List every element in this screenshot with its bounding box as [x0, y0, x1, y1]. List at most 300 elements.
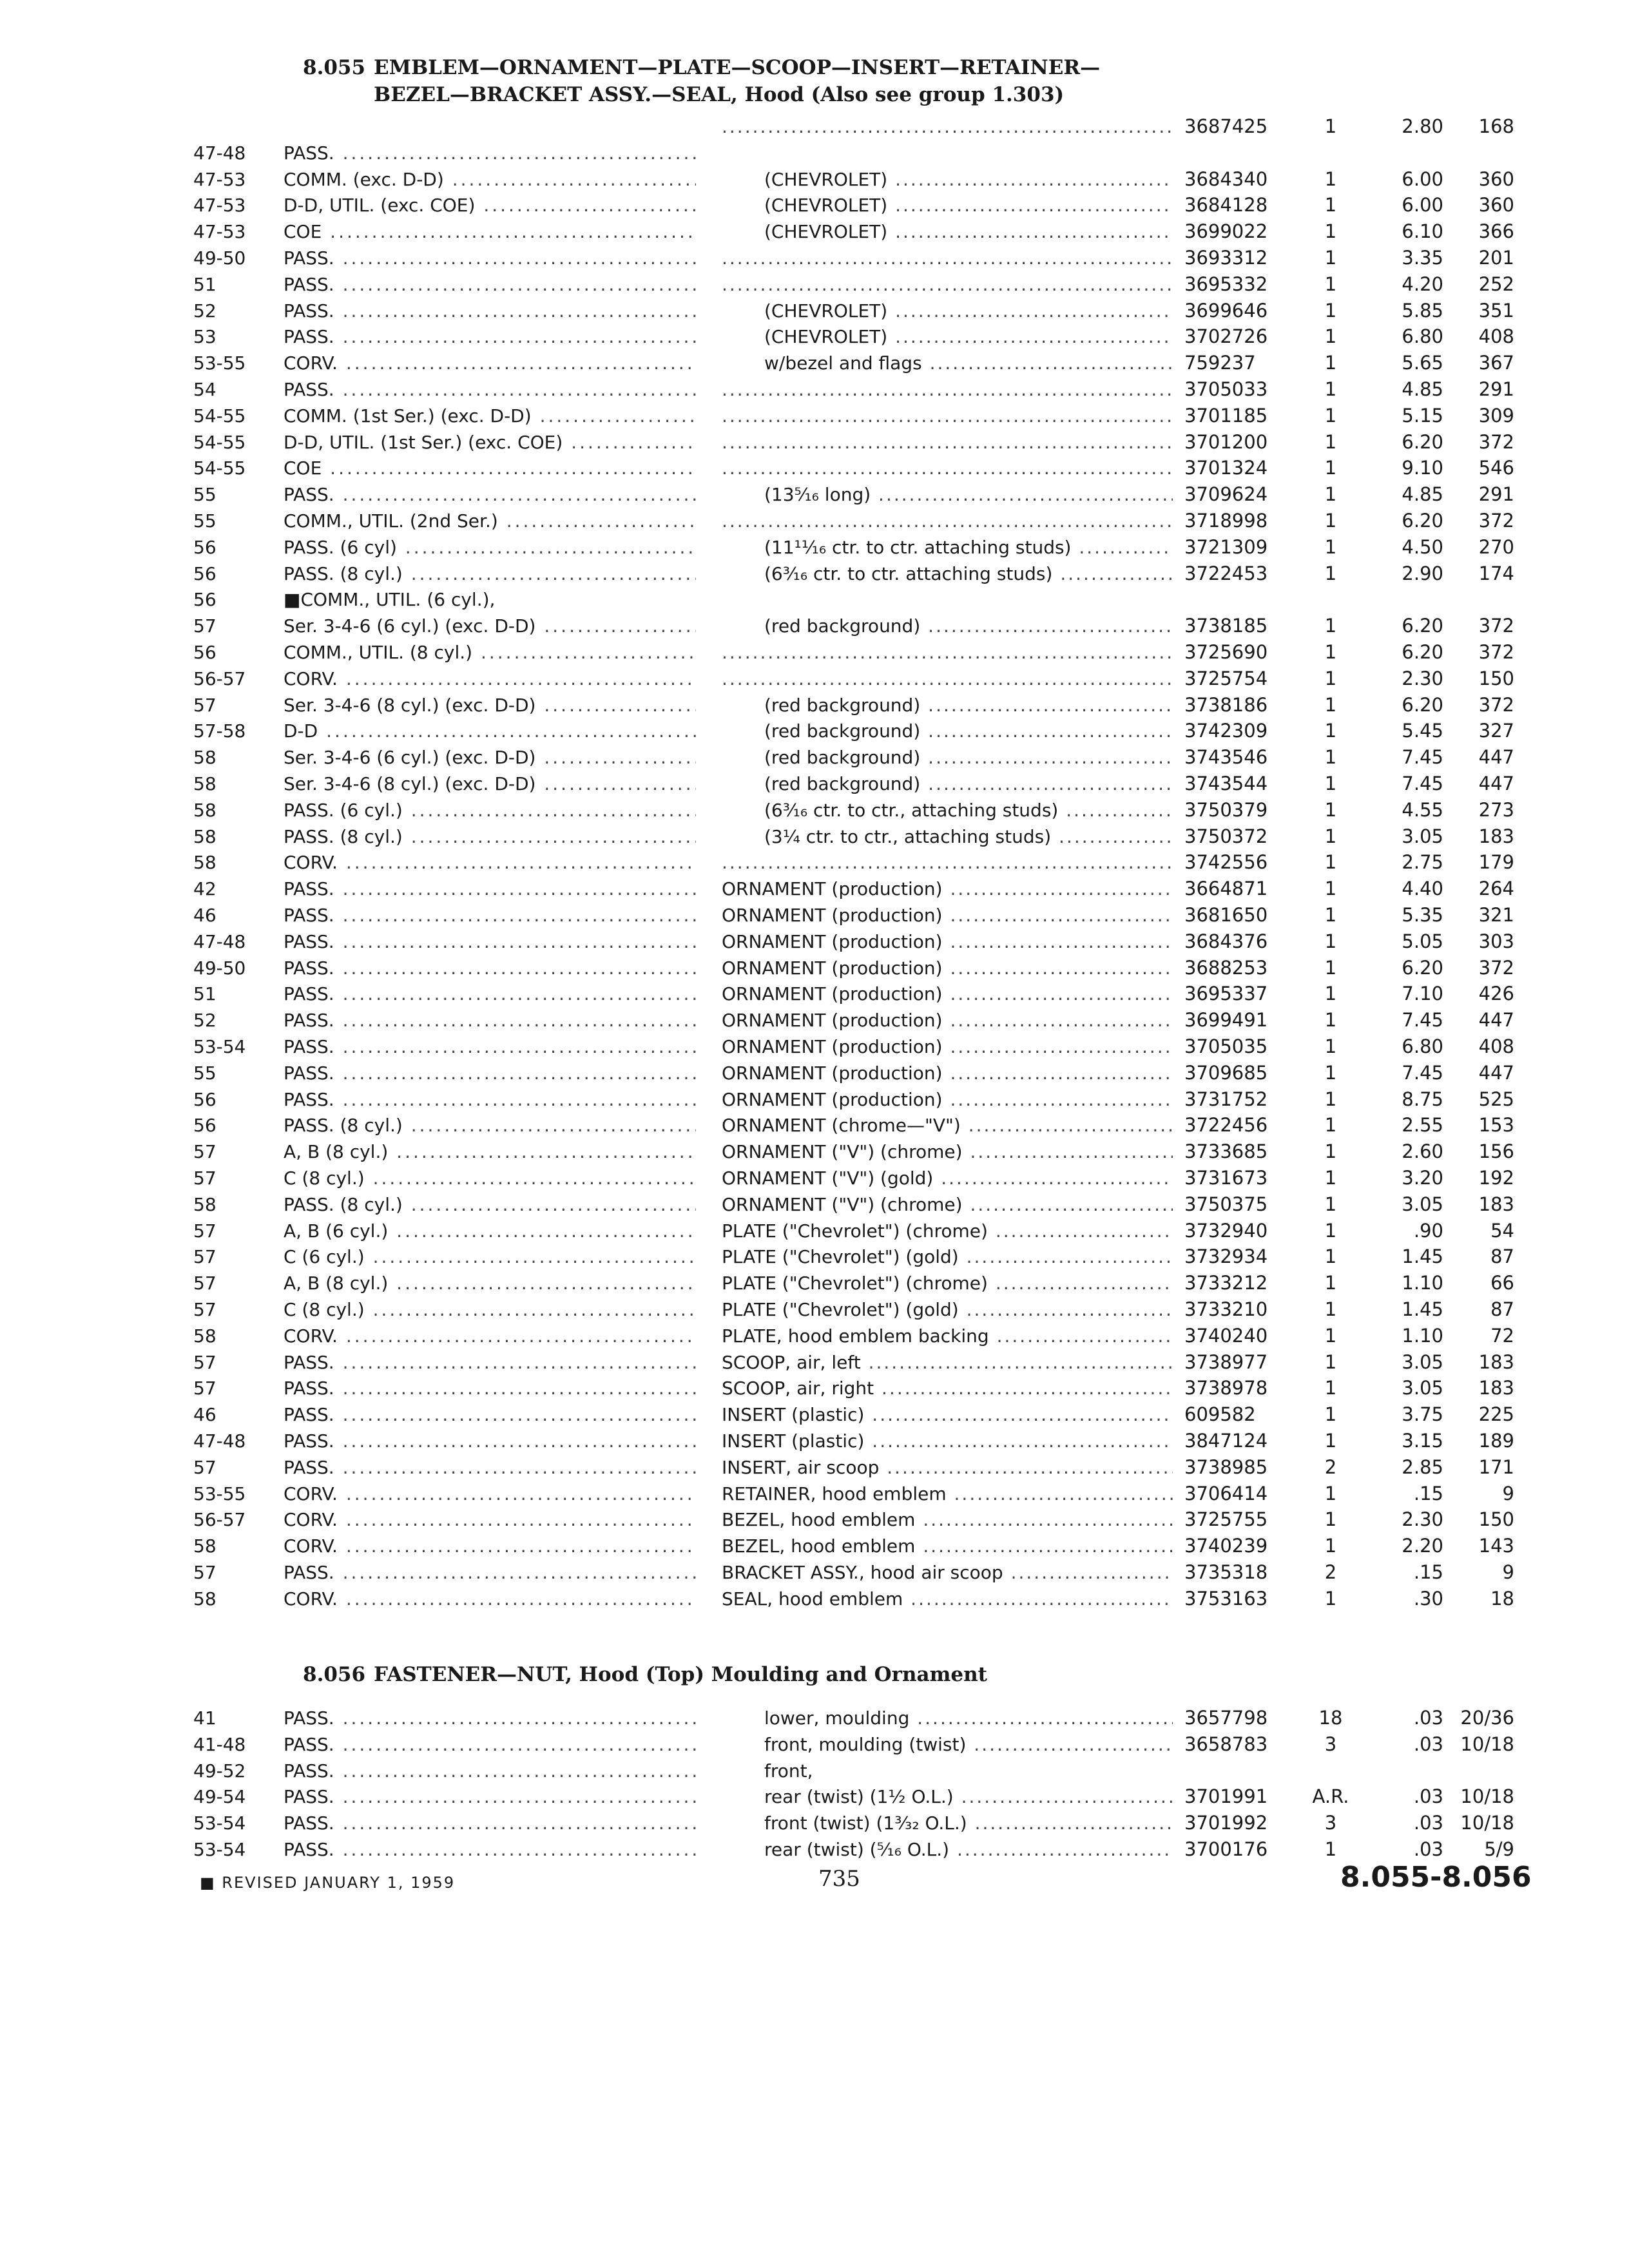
quantity-cell: 1 — [1324, 720, 1337, 742]
table-row — [0, 1731, 1629, 1758]
year-cell: 57 — [193, 1351, 217, 1373]
description-cell: ORNAMENT (production) ..... — [722, 1086, 1173, 1113]
year-cell: 56 — [193, 562, 217, 584]
model-cell: PASS. ..... — [284, 1401, 696, 1428]
year-cell: 41-48 — [193, 1733, 246, 1755]
price-cell: 3.05 — [1402, 1377, 1443, 1399]
model-cell: PASS. (8 cyl.) ..... — [284, 823, 696, 850]
part-number-cell: 3684128 — [1184, 194, 1268, 216]
quantity-cell: 1 — [1324, 1114, 1337, 1137]
quantity-cell: 1 — [1324, 1219, 1337, 1242]
price-cell: 5.45 — [1402, 720, 1443, 742]
part-number-cell: 3706414 — [1184, 1482, 1268, 1504]
per-unit-cell: 150 — [1478, 667, 1514, 689]
model-cell: ■COMM., UTIL. (6 cyl.), — [284, 589, 496, 611]
description-cell: lower, moulding ..... — [764, 1705, 1173, 1731]
year-cell: 53-54 — [193, 1812, 246, 1834]
price-cell: 6.20 — [1402, 641, 1443, 663]
price-cell: 6.20 — [1402, 510, 1443, 532]
price-cell: 4.20 — [1402, 273, 1443, 295]
table-row — [0, 771, 1629, 797]
table-row — [0, 1218, 1629, 1244]
table-row — [0, 218, 1629, 245]
price-cell: 6.10 — [1402, 220, 1443, 243]
per-unit-cell: 291 — [1478, 483, 1514, 506]
year-cell: 49-54 — [193, 1786, 246, 1808]
part-number-cell: 3738186 — [1184, 693, 1268, 716]
per-unit-cell: 9 — [1502, 1482, 1514, 1504]
per-unit-cell: 183 — [1478, 825, 1514, 847]
description-cell: ORNAMENT ("V") (gold) ..... — [722, 1165, 1173, 1191]
per-unit-cell: 20/36 — [1460, 1707, 1514, 1729]
year-cell: 54-55 — [193, 457, 246, 479]
quantity-cell: 1 — [1324, 773, 1337, 794]
year-cell: 54-55 — [193, 405, 246, 427]
part-number-cell: 3733212 — [1184, 1272, 1268, 1294]
table-row — [0, 666, 1629, 692]
description-cell — [722, 403, 1173, 429]
part-number-cell: 3702726 — [1184, 325, 1268, 348]
section-title-line2: BEZEL—BRACKET ASSY.—SEAL, Hood (Also see group 1.303) — [374, 83, 1065, 106]
quantity-cell: 1 — [1324, 1061, 1337, 1084]
part-number-cell: 3733210 — [1184, 1298, 1268, 1320]
per-unit-cell: 183 — [1478, 1350, 1514, 1373]
model-cell: PASS. (6 cyl.) ..... — [284, 797, 696, 823]
description-cell: ORNAMENT (production) ..... — [722, 1007, 1173, 1033]
part-number-cell: 3699646 — [1184, 299, 1268, 322]
model-cell: PASS. ..... — [284, 323, 696, 350]
year-cell: 57 — [193, 1378, 217, 1399]
price-cell: 7.45 — [1402, 1009, 1443, 1032]
model-cell: PASS. ..... — [284, 1731, 696, 1758]
price-cell: 6.00 — [1402, 194, 1443, 216]
year-cell: 53-54 — [193, 1036, 246, 1057]
part-number-cell: 3701992 — [1184, 1812, 1268, 1834]
table-row — [0, 823, 1629, 850]
description-cell: ORNAMENT ("V") (chrome) ..... — [722, 1139, 1173, 1165]
part-number-cell: 3725755 — [1184, 1508, 1268, 1531]
price-cell: 9.10 — [1402, 457, 1443, 479]
per-unit-cell: 87 — [1490, 1245, 1514, 1268]
quantity-cell: 1 — [1324, 194, 1337, 216]
description-cell: (CHEVROLET) ..... — [764, 192, 1173, 218]
description-cell — [722, 429, 1173, 456]
model-cell: COMM. (1st Ser.) (exc. D-D) ..... — [284, 403, 696, 429]
model-cell: COE ..... — [284, 455, 696, 481]
table-row — [0, 1244, 1629, 1270]
per-unit-cell: 168 — [1478, 115, 1514, 137]
table-row — [0, 1296, 1629, 1323]
price-cell: 4.85 — [1402, 483, 1443, 506]
per-unit-cell: 366 — [1478, 220, 1514, 243]
price-cell: 3.75 — [1402, 1403, 1443, 1426]
per-unit-cell: 18 — [1490, 1587, 1514, 1610]
table-row — [0, 692, 1629, 718]
model-cell: PASS. ..... — [284, 376, 696, 403]
year-cell: 58 — [193, 799, 217, 821]
description-cell: PLATE ("Chevrolet") (chrome) ..... — [722, 1270, 1173, 1296]
table-row — [0, 1481, 1629, 1507]
description-cell — [722, 376, 1173, 403]
per-unit-cell: 372 — [1478, 615, 1514, 637]
part-number-cell: 3718998 — [1184, 510, 1268, 532]
year-cell: 57 — [193, 1168, 217, 1189]
price-cell: 6.00 — [1402, 168, 1443, 190]
part-number-cell: 3740240 — [1184, 1324, 1268, 1347]
year-cell: 47-48 — [193, 1430, 246, 1452]
table-row — [0, 1783, 1629, 1810]
per-unit-cell: 153 — [1478, 1114, 1514, 1137]
quantity-cell: 1 — [1324, 430, 1337, 453]
part-number-cell: 3738978 — [1184, 1377, 1268, 1399]
price-cell: 2.90 — [1402, 562, 1443, 584]
table-row — [0, 140, 1629, 166]
quantity-cell: 1 — [1324, 956, 1337, 979]
quantity-cell: 2 — [1324, 1456, 1337, 1478]
description-cell: (3¼ ctr. to ctr., attaching studs) ..... — [764, 823, 1173, 850]
per-unit-cell: 174 — [1478, 562, 1514, 584]
description-cell: rear (twist) (⁵⁄₁₆ O.L.) ..... — [764, 1836, 1173, 1863]
model-cell: PASS. ..... — [284, 1007, 696, 1033]
description-cell: BEZEL, hood emblem ..... — [722, 1533, 1173, 1559]
part-number-cell: 3657798 — [1184, 1707, 1268, 1729]
table-row — [0, 718, 1629, 744]
quantity-cell: 1 — [1324, 168, 1337, 190]
price-cell: 6.80 — [1402, 1035, 1443, 1057]
quantity-cell: 1 — [1324, 746, 1337, 769]
year-cell: 56 — [193, 1115, 217, 1137]
description-cell: (13⁵⁄₁₆ long) ..... — [764, 481, 1173, 508]
year-cell: 57 — [193, 1273, 217, 1294]
per-unit-cell: 10/18 — [1460, 1812, 1514, 1834]
model-cell: PASS. ..... — [284, 1783, 696, 1810]
per-unit-cell: 143 — [1478, 1535, 1514, 1557]
table-row — [0, 639, 1629, 666]
quantity-cell: 1 — [1324, 851, 1337, 874]
per-unit-cell: 447 — [1478, 746, 1514, 769]
year-cell: 55 — [193, 510, 217, 532]
quantity-cell: 18 — [1318, 1707, 1343, 1729]
year-cell: 52 — [193, 300, 217, 322]
model-cell: PASS. (6 cyl) ..... — [284, 534, 696, 561]
price-cell: 2.20 — [1402, 1535, 1443, 1557]
per-unit-cell: 156 — [1478, 1140, 1514, 1163]
per-unit-cell: 408 — [1478, 325, 1514, 348]
quantity-cell: 1 — [1324, 325, 1337, 348]
description-cell: INSERT, air scoop ..... — [722, 1454, 1173, 1481]
quantity-cell: 3 — [1324, 1812, 1337, 1834]
model-cell: PASS. ..... — [284, 271, 696, 298]
year-cell: 46 — [193, 1404, 217, 1426]
part-number-cell: 3725754 — [1184, 667, 1268, 689]
quantity-cell: 3 — [1324, 1733, 1337, 1755]
per-unit-cell: 372 — [1478, 430, 1514, 453]
quantity-cell: A.R. — [1312, 1785, 1349, 1808]
part-number-cell: 3750379 — [1184, 798, 1268, 821]
table-row — [0, 902, 1629, 928]
quantity-cell: 1 — [1324, 220, 1337, 243]
description-cell: BEZEL, hood emblem ..... — [722, 1506, 1173, 1533]
description-cell: (CHEVROLET) ..... — [764, 298, 1173, 324]
table-row — [0, 455, 1629, 481]
part-number-cell: 3658783 — [1184, 1733, 1268, 1755]
per-unit-cell: 10/18 — [1460, 1785, 1514, 1808]
per-unit-cell: 321 — [1478, 904, 1514, 926]
description-cell: w/bezel and flags ..... — [764, 350, 1173, 376]
model-cell: C (6 cyl.) ..... — [284, 1244, 696, 1270]
model-cell: C (8 cyl.) ..... — [284, 1165, 696, 1191]
description-cell: (CHEVROLET) ..... — [764, 166, 1173, 193]
description-cell: (red background) ..... — [764, 744, 1173, 771]
year-cell: 49-50 — [193, 957, 246, 979]
per-unit-cell: 225 — [1478, 1403, 1514, 1426]
description-cell: (red background) ..... — [764, 613, 1173, 639]
part-number-cell: 3742556 — [1184, 851, 1268, 874]
per-unit-cell: 546 — [1478, 457, 1514, 479]
part-number-cell: 3693312 — [1184, 247, 1268, 269]
year-cell: 54 — [193, 379, 217, 400]
price-cell: 3.05 — [1402, 825, 1443, 847]
quantity-cell: 1 — [1324, 641, 1337, 663]
year-cell: 51 — [193, 983, 217, 1005]
table-row — [0, 1165, 1629, 1191]
price-cell: 3.15 — [1402, 1430, 1443, 1452]
year-cell: 57 — [193, 1141, 217, 1163]
description-cell: ORNAMENT (production) ..... — [722, 981, 1173, 1007]
table-row — [0, 561, 1629, 587]
part-number-cell: 3743544 — [1184, 773, 1268, 794]
quantity-cell: 1 — [1324, 457, 1337, 479]
year-cell: 41 — [193, 1707, 217, 1729]
year-cell: 56 — [193, 642, 217, 663]
quantity-cell: 1 — [1324, 798, 1337, 821]
description-cell: (CHEVROLET) ..... — [764, 218, 1173, 245]
description-cell: PLATE ("Chevrolet") (gold) ..... — [722, 1244, 1173, 1270]
part-number-cell: 3681650 — [1184, 904, 1268, 926]
revised-note: ■ REVISED JANUARY 1, 1959 — [200, 1874, 456, 1892]
table-row — [0, 245, 1629, 271]
per-unit-cell: 183 — [1478, 1377, 1514, 1399]
quantity-cell: 1 — [1324, 1140, 1337, 1163]
price-cell: 1.45 — [1402, 1298, 1443, 1320]
model-cell: A, B (6 cyl.) ..... — [284, 1218, 696, 1244]
quantity-cell: 1 — [1324, 1167, 1337, 1189]
model-cell: Ser. 3-4-6 (8 cyl.) (exc. D-D) ..... — [284, 692, 696, 718]
description-cell — [722, 666, 1173, 692]
description-cell — [722, 639, 1173, 666]
per-unit-cell: 426 — [1478, 983, 1514, 1005]
model-cell: PASS. ..... — [284, 1060, 696, 1086]
per-unit-cell: 179 — [1478, 851, 1514, 874]
per-unit-cell: 264 — [1478, 878, 1514, 900]
table-row — [0, 1533, 1629, 1559]
description-cell: INSERT (plastic) ..... — [722, 1401, 1173, 1428]
price-cell: 2.55 — [1402, 1114, 1443, 1137]
part-number-cell: 3699022 — [1184, 220, 1268, 243]
model-cell: A, B (8 cyl.) ..... — [284, 1139, 696, 1165]
year-cell: 57 — [193, 1220, 217, 1242]
year-cell: 56 — [193, 589, 217, 611]
model-cell: PASS. ..... — [284, 1033, 696, 1060]
table-row — [0, 1060, 1629, 1086]
per-unit-cell: 273 — [1478, 798, 1514, 821]
model-cell: PASS. ..... — [284, 1454, 696, 1481]
model-cell: CORV. ..... — [284, 1506, 696, 1533]
quantity-cell: 1 — [1324, 1430, 1337, 1452]
table-row — [0, 1139, 1629, 1165]
year-cell: 57 — [193, 615, 217, 637]
year-cell: 57 — [193, 1456, 217, 1478]
description-cell — [722, 271, 1173, 298]
part-number-cell: 3738977 — [1184, 1350, 1268, 1373]
description-cell: (6³⁄₁₆ ctr. to ctr., attaching studs) ..... — [764, 797, 1173, 823]
model-cell: PASS. ..... — [284, 876, 696, 902]
year-cell: 53-55 — [193, 1483, 246, 1504]
table-row — [0, 1191, 1629, 1218]
table-row — [0, 1454, 1629, 1481]
per-unit-cell: 201 — [1478, 247, 1514, 269]
price-cell: 4.85 — [1402, 378, 1443, 400]
price-cell: 2.80 — [1402, 115, 1443, 137]
price-cell: 2.30 — [1402, 1508, 1443, 1531]
part-number-cell: 3743546 — [1184, 746, 1268, 769]
per-unit-cell: 372 — [1478, 956, 1514, 979]
part-number-cell: 3701185 — [1184, 404, 1268, 427]
part-number-cell: 3722453 — [1184, 562, 1268, 584]
table-row — [0, 323, 1629, 350]
part-number-cell: 3847124 — [1184, 1430, 1268, 1452]
price-cell: 6.80 — [1402, 325, 1443, 348]
table-row — [0, 298, 1629, 324]
part-number-cell: 759237 — [1184, 352, 1256, 374]
model-cell: D-D, UTIL. (1st Ser.) (exc. COE) ..... — [284, 429, 696, 456]
quantity-cell: 1 — [1324, 247, 1337, 269]
year-cell: 58 — [193, 852, 217, 874]
description-cell: front, — [764, 1760, 813, 1782]
year-cell: 58 — [193, 1325, 217, 1347]
quantity-cell: 1 — [1324, 1245, 1337, 1268]
quantity-cell: 1 — [1324, 878, 1337, 900]
quantity-cell: 1 — [1324, 1298, 1337, 1320]
description-cell: (red background) ..... — [764, 692, 1173, 718]
price-cell: 5.05 — [1402, 930, 1443, 952]
description-cell: SCOOP, air, left ..... — [722, 1349, 1173, 1376]
part-number-cell: 609582 — [1184, 1403, 1256, 1426]
price-cell: .03 — [1413, 1785, 1443, 1808]
model-cell: CORV. ..... — [284, 849, 696, 876]
year-cell: 56 — [193, 536, 217, 558]
price-cell: 5.35 — [1402, 904, 1443, 926]
description-cell — [722, 849, 1173, 876]
table-row — [0, 429, 1629, 456]
per-unit-cell: 372 — [1478, 510, 1514, 532]
description-cell: front, moulding (twist) ..... — [764, 1731, 1173, 1758]
per-unit-cell: 372 — [1478, 641, 1514, 663]
model-cell: PASS. ..... — [284, 902, 696, 928]
price-cell: .30 — [1413, 1587, 1443, 1610]
year-cell: 42 — [193, 878, 217, 900]
table-row — [0, 481, 1629, 508]
model-cell: PASS. (8 cyl.) ..... — [284, 1112, 696, 1139]
quantity-cell: 1 — [1324, 404, 1337, 427]
table-row — [0, 508, 1629, 534]
quantity-cell: 1 — [1324, 115, 1337, 137]
section-8056-title — [303, 1661, 987, 1688]
description-cell: INSERT (plastic) ..... — [722, 1428, 1173, 1454]
per-unit-cell: 360 — [1478, 168, 1514, 190]
quantity-cell: 1 — [1324, 1350, 1337, 1373]
price-cell: 2.60 — [1402, 1140, 1443, 1163]
model-cell: PASS. ..... — [284, 140, 696, 166]
price-cell: 7.10 — [1402, 983, 1443, 1005]
year-cell: 57-58 — [193, 720, 246, 742]
table-row — [0, 350, 1629, 376]
year-cell: 56-57 — [193, 668, 246, 689]
table-row — [0, 1506, 1629, 1533]
year-cell: 54-55 — [193, 431, 246, 453]
description-cell: ORNAMENT (production) ..... — [722, 955, 1173, 981]
table-row — [0, 955, 1629, 981]
year-cell: 55 — [193, 484, 217, 506]
part-number-cell: 3687425 — [1184, 115, 1268, 137]
table-row — [0, 1705, 1629, 1731]
description-cell: front (twist) (1³⁄₃₂ O.L.) ..... — [764, 1810, 1173, 1836]
description-cell: (11¹¹⁄₁₆ ctr. to ctr. attaching studs) ..... — [764, 534, 1173, 561]
part-number-cell: 3709624 — [1184, 483, 1268, 506]
part-number-cell: 3742309 — [1184, 720, 1268, 742]
year-cell: 57 — [193, 1562, 217, 1583]
table-row — [0, 1007, 1629, 1033]
per-unit-cell: 327 — [1478, 720, 1514, 742]
model-cell: Ser. 3-4-6 (8 cyl.) (exc. D-D) ..... — [284, 771, 696, 797]
table-row — [0, 1270, 1629, 1296]
price-cell: 5.15 — [1402, 404, 1443, 427]
per-unit-cell: 372 — [1478, 693, 1514, 716]
per-unit-cell: 189 — [1478, 1430, 1514, 1452]
price-cell: 3.05 — [1402, 1350, 1443, 1373]
year-cell: 52 — [193, 1010, 217, 1032]
table-row — [0, 113, 1629, 140]
model-cell: A, B (8 cyl.) ..... — [284, 1270, 696, 1296]
quantity-cell: 1 — [1324, 510, 1337, 532]
part-number-cell: 3750372 — [1184, 825, 1268, 847]
price-cell: 6.20 — [1402, 693, 1443, 716]
price-cell: 1.10 — [1402, 1272, 1443, 1294]
price-cell: 6.20 — [1402, 430, 1443, 453]
year-cell: 53 — [193, 326, 217, 348]
description-cell: (6³⁄₁₆ ctr. to ctr. attaching studs) ..... — [764, 561, 1173, 587]
model-cell: PASS. ..... — [284, 1428, 696, 1454]
model-cell: PASS. ..... — [284, 1836, 696, 1863]
page-number: 735 — [818, 1866, 860, 1892]
table-row — [0, 1086, 1629, 1113]
quantity-cell: 1 — [1324, 1482, 1337, 1504]
part-number-cell: 3700176 — [1184, 1838, 1268, 1860]
description-cell — [722, 455, 1173, 481]
price-cell: .03 — [1413, 1707, 1443, 1729]
per-unit-cell: 351 — [1478, 299, 1514, 322]
model-cell: PASS. ..... — [284, 1705, 696, 1731]
model-cell: COMM., UTIL. (2nd Ser.) ..... — [284, 508, 696, 534]
year-cell: 58 — [193, 825, 217, 847]
per-unit-cell: 303 — [1478, 930, 1514, 952]
part-number-cell: 3705033 — [1184, 378, 1268, 400]
table-row — [0, 1112, 1629, 1139]
table-row — [0, 1349, 1629, 1376]
table-row — [0, 1375, 1629, 1401]
price-cell: 2.85 — [1402, 1456, 1443, 1478]
price-cell: 5.85 — [1402, 299, 1443, 322]
